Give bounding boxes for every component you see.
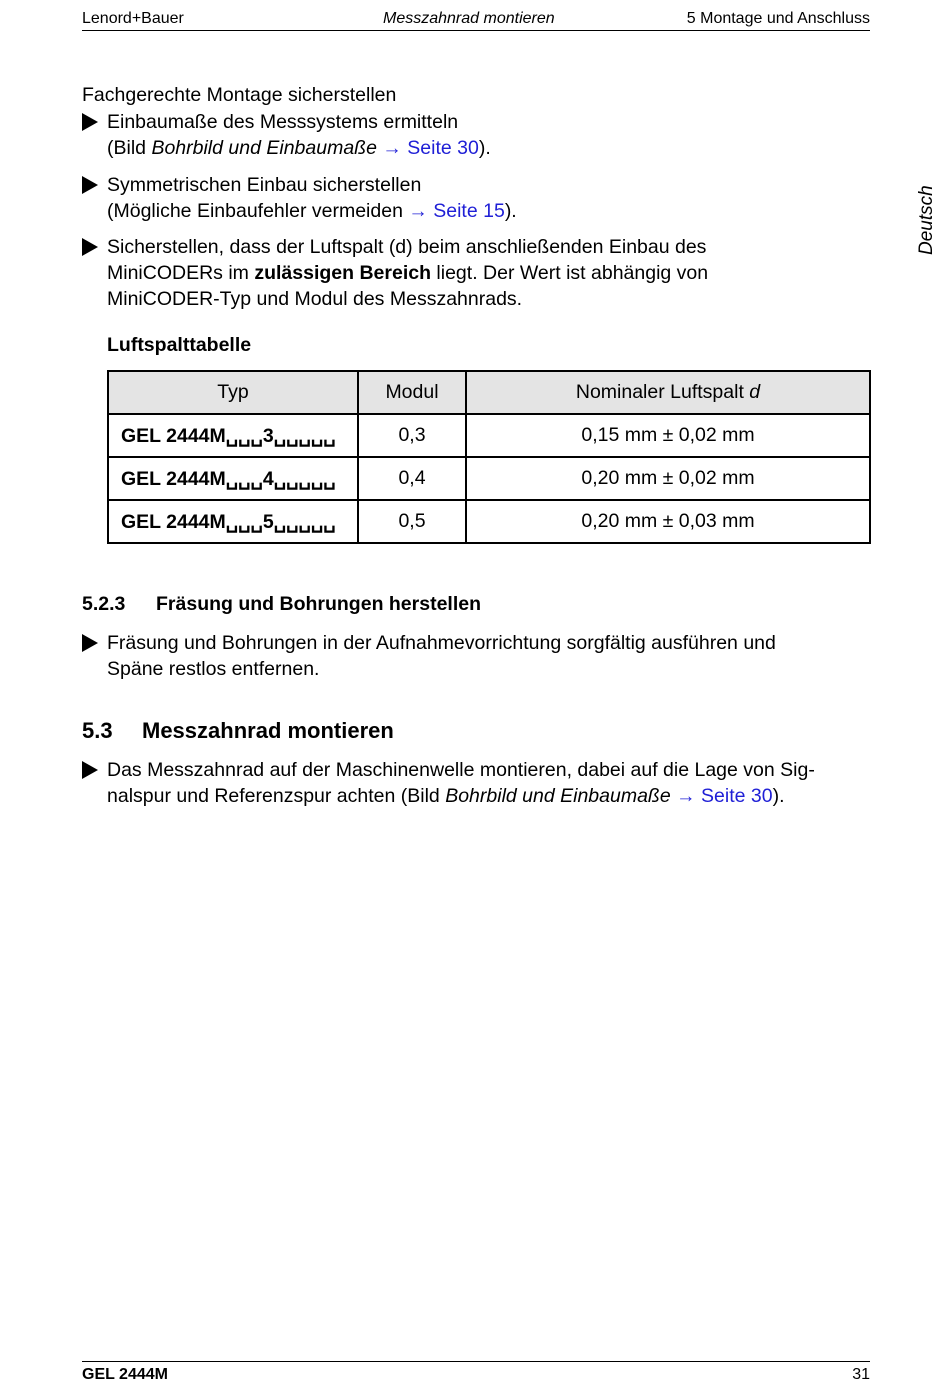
section-title: Fräsung und Bohrungen herstellen [156, 593, 482, 615]
bullet-text-post: ). [478, 137, 491, 159]
section-number: 5.2.3 [82, 593, 126, 615]
table-header-row [108, 371, 870, 414]
arrow-right-icon: → [382, 137, 402, 159]
bullet-text: Fräsung und Bohrungen in der Aufnahmevorrichtung sorgfältig ausführen und [107, 632, 776, 654]
column-header-luftspalt [466, 371, 870, 414]
page-number: 31 [852, 1366, 870, 1383]
bullet-arrow-icon [82, 113, 98, 131]
table-row [108, 457, 870, 500]
page-footer [82, 1361, 870, 1383]
bullet-emphasis: zulässigen Bereich [254, 262, 431, 284]
bullet-item-luftspalt [82, 234, 872, 312]
bullet-arrow-icon [82, 634, 98, 652]
arrow-right-icon: → [408, 200, 428, 222]
figure-reference: Bohrbild und Einbaumaße [151, 137, 377, 159]
page-link-15[interactable]: Seite 15 [433, 200, 505, 222]
cell-typ: GEL 2444M␣␣␣3␣␣␣␣␣ [108, 414, 358, 457]
figure-reference: Bohrbild und Einbaumaße [445, 785, 671, 807]
cell-modul: 0,4 [358, 457, 466, 500]
intro-heading: Fachgerechte Montage sicherstellen [82, 84, 397, 106]
bullet-text: Einbaumaße des Messsystems ermitteln [107, 111, 459, 133]
cell-luftspalt: 0,20 mm ± 0,03 mm [466, 500, 870, 543]
bullet-text-pre: (Bild [107, 137, 152, 159]
bullet-text-post: ). [504, 200, 517, 222]
bullet-text: Späne restlos entfernen. [107, 658, 320, 680]
column-header-modul: Modul [358, 371, 466, 414]
bullet-text-pre: (Mögliche Einbaufehler vermeiden [107, 200, 409, 222]
cell-modul: 0,3 [358, 414, 466, 457]
section-heading-5-2-3 [82, 593, 481, 616]
bullet-text-pre: nalspur und Referenzspur achten (Bild [107, 785, 446, 807]
section-heading-5-3 [82, 718, 394, 744]
arrow-right-icon: → [676, 785, 696, 807]
cell-typ: GEL 2444M␣␣␣5␣␣␣␣␣ [108, 500, 358, 543]
page-link-30[interactable]: Seite 30 [407, 137, 479, 159]
language-tab: Deutsch [916, 185, 937, 255]
bullet-text: Das Messzahnrad auf der Maschinenwelle montieren, dabei auf die Lage von Sig- [107, 759, 815, 781]
header-chapter-title: Messzahnrad montieren [383, 10, 555, 27]
cell-typ: GEL 2444M␣␣␣4␣␣␣␣␣ [108, 457, 358, 500]
bullet-text: MiniCODER-Typ und Modul des Messzahnrads. [107, 288, 523, 310]
bullet-item-fraesung [82, 630, 872, 682]
air-gap-table [107, 370, 871, 544]
header-section: 5 Montage und Anschluss [686, 10, 870, 27]
bullet-arrow-icon [82, 238, 98, 256]
bullet-text-pre: MiniCODERs im [107, 262, 255, 284]
cell-luftspalt: 0,20 mm ± 0,02 mm [466, 457, 870, 500]
column-header-luftspalt-var: d [749, 381, 761, 403]
bullet-text: Symmetrischen Einbau sicherstellen [107, 174, 422, 196]
bullet-arrow-icon [82, 176, 98, 194]
table-title: Luftspalttabelle [107, 334, 252, 356]
page-link-30[interactable]: Seite 30 [701, 785, 773, 807]
bullet-arrow-icon [82, 761, 98, 779]
section-number: 5.3 [82, 718, 113, 743]
bullet-item-symmetrie [82, 172, 872, 224]
footer-product: GEL 2444M [82, 1366, 168, 1383]
section-title: Messzahnrad montieren [142, 718, 394, 743]
bullet-text: Sicherstellen, dass der Luftspalt (d) beim anschließenden Einbau des [107, 236, 707, 258]
bullet-item-messzahnrad [82, 757, 872, 809]
cell-luftspalt: 0,15 mm ± 0,02 mm [466, 414, 870, 457]
bullet-item-einbaumasse [82, 109, 872, 161]
column-header-luftspalt-text: Nominaler Luftspalt [575, 381, 750, 403]
page-header [82, 8, 870, 31]
cell-modul: 0,5 [358, 500, 466, 543]
bullet-text-post: liegt. Der Wert ist abhängig von [431, 262, 709, 284]
bullet-text-post: ). [772, 785, 785, 807]
table-row [108, 414, 870, 457]
column-header-typ: Typ [108, 371, 358, 414]
header-company: Lenord+Bauer [82, 10, 184, 27]
table-row [108, 500, 870, 543]
